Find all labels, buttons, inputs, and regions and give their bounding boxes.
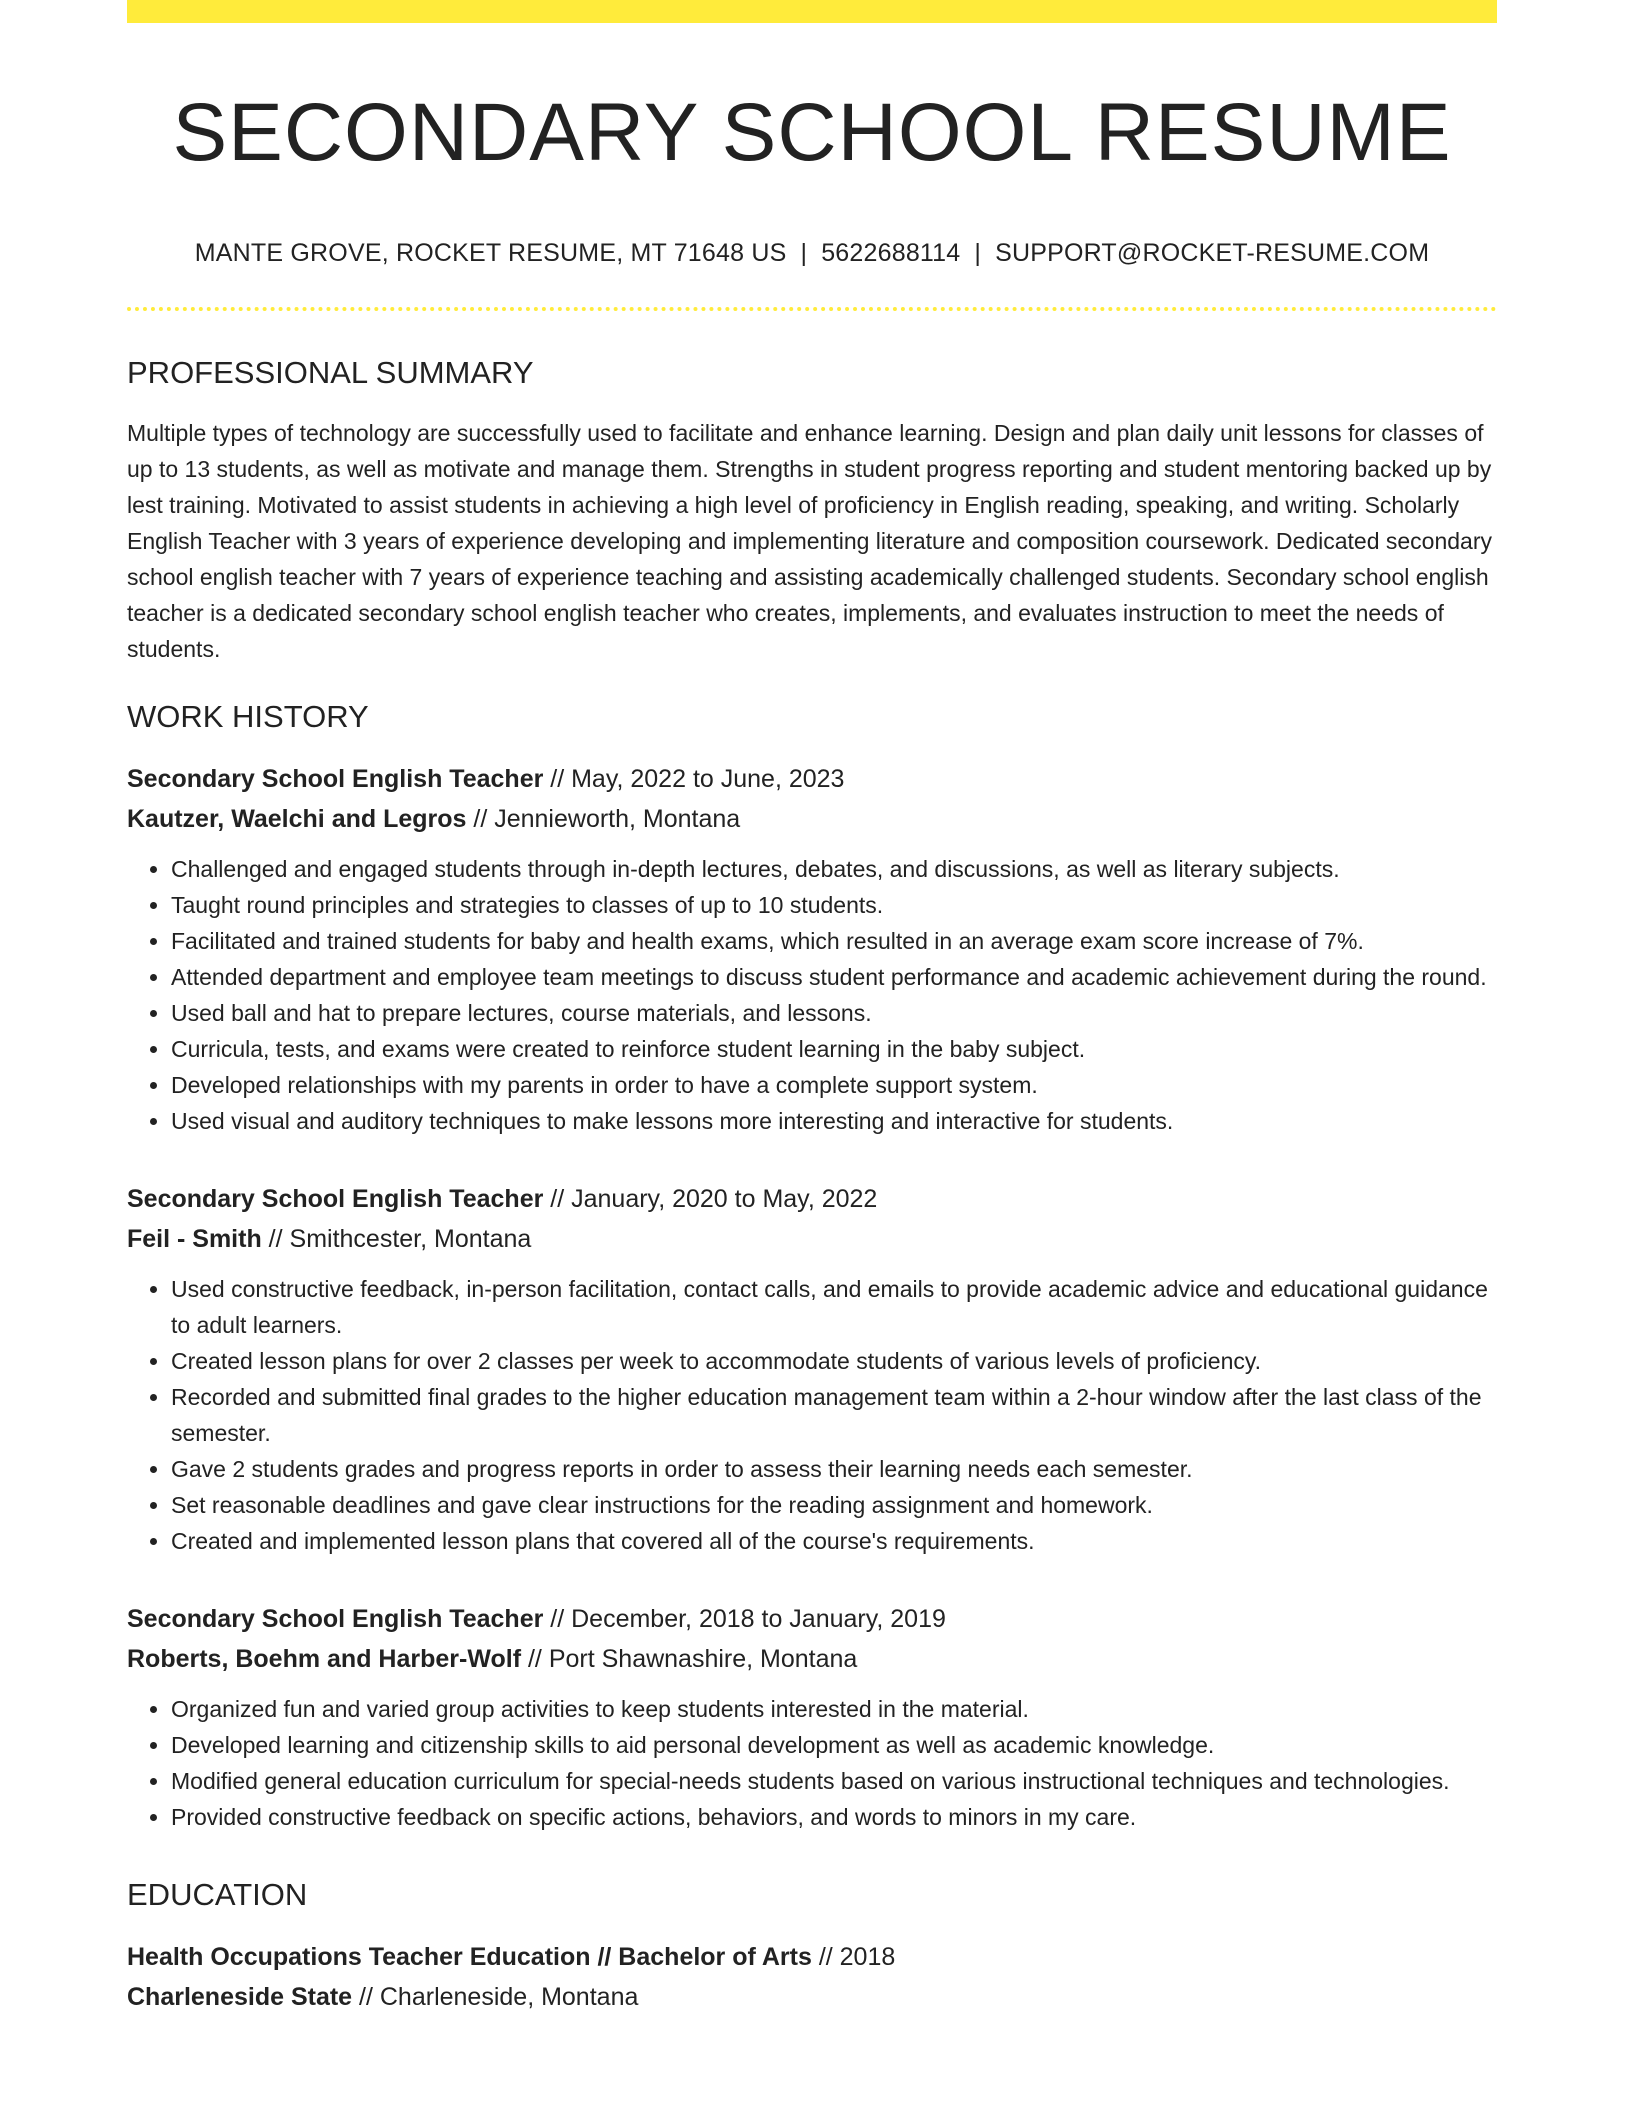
list-item: • Used constructive feedback, in-person facilitation, contact calls, and emails to provide academic advice and educational guidance to adult learners. (171, 1271, 1497, 1343)
contact-address: MANTE GROVE, ROCKET RESUME, MT 71648 US (194, 239, 787, 267)
job-dates: // January, 2020 to May, 2022 (543, 1185, 878, 1213)
job-role: Secondary School English Teacher (127, 765, 544, 793)
contact-email: SUPPORT@ROCKET-RESUME.COM (995, 239, 1430, 267)
job-location: // Smithcester, Montana (261, 1225, 532, 1253)
job-company-line (127, 1639, 1497, 1679)
job-company: Kautzer, Waelchi and Legros (127, 805, 467, 833)
job-company-line (127, 799, 1497, 839)
education-school: Charleneside State (127, 1983, 353, 2011)
list-item: • Organized fun and varied group activities to keep students interested in the material. (171, 1691, 1497, 1727)
contact-separator: | (800, 239, 808, 267)
job-entry (127, 759, 1497, 1139)
list-item: • Created lesson plans for over 2 classes per week to accommodate students of various levels of proficiency. (171, 1343, 1497, 1379)
education-school-line (127, 1977, 1497, 2017)
list-item: • Set reasonable deadlines and gave clear instructions for the reading assignment and homework. (171, 1487, 1497, 1523)
job-bullets (127, 1271, 1497, 1559)
contact-phone: 5622688114 (821, 239, 961, 267)
list-item: • Used visual and auditory techniques to make lessons more interesting and interactive for students. (171, 1103, 1497, 1139)
dotted-divider (127, 307, 1497, 311)
job-company-line (127, 1219, 1497, 1259)
job-role: Secondary School English Teacher (127, 1605, 544, 1633)
list-item: • Developed relationships with my parents in order to have a complete support system. (171, 1067, 1497, 1103)
job-role-line (127, 1179, 1497, 1219)
education-entry (127, 1937, 1497, 2017)
list-item: • Challenged and engaged students through in-depth lectures, debates, and discussions, as well as literary subjects. (171, 851, 1497, 887)
work-history-heading: WORK HISTORY (127, 699, 369, 734)
list-item: • Taught round principles and strategies to classes of up to 10 students. (171, 887, 1497, 923)
education-degree: Health Occupations Teacher Education // Bachelor of Arts (127, 1943, 812, 1971)
education-degree-line (127, 1937, 1497, 1977)
list-item: • Curricula, tests, and exams were created to reinforce student learning in the baby subject. (171, 1031, 1497, 1067)
education-location: // Charleneside, Montana (352, 1983, 639, 2011)
education-year: // 2018 (811, 1943, 896, 1971)
list-item: • Recorded and submitted final grades to the higher education management team within a 2-hour window after the last class of the semester. (171, 1379, 1497, 1451)
summary-heading: PROFESSIONAL SUMMARY (127, 355, 534, 390)
summary-text: Multiple types of technology are successfully used to facilitate and enhance learning. Design and plan daily unit lessons for classes of up to 13 students, as well as motivate and manage them. Strengths in student progress reporting and student mentoring backed up by lest training. Motivated to assist students in achieving a high level of proficiency in English reading, speaking, and writing. Scholarly English Teacher with 3 years of experience developing and implementing literature and composition coursework. Dedicated secondary school english teacher with 7 years of experience teaching and assisting academically challenged students. Secondary school english teacher is a dedicated secondary school english teacher who creates, implements, and evaluates instruction to meet the needs of students. (127, 420, 1493, 662)
job-role: Secondary School English Teacher (127, 1185, 544, 1213)
resume-title: SECONDARY SCHOOL RESUME (172, 87, 1452, 178)
list-item: • Developed learning and citizenship skills to aid personal development as well as academic knowledge. (171, 1727, 1497, 1763)
contact-line (127, 237, 1497, 269)
job-dates: // December, 2018 to January, 2019 (543, 1605, 946, 1633)
resume-page (127, 0, 1497, 2017)
job-company: Roberts, Boehm and Harber-Wolf (127, 1645, 522, 1673)
job-role-line (127, 759, 1497, 799)
list-item: • Facilitated and trained students for baby and health exams, which resulted in an average exam score increase of 7%. (171, 923, 1497, 959)
job-location: // Jennieworth, Montana (466, 805, 741, 833)
contact-separator: | (974, 239, 982, 267)
list-item: • Gave 2 students grades and progress reports in order to assess their learning needs each semester. (171, 1451, 1497, 1487)
job-location: // Port Shawnashire, Montana (521, 1645, 858, 1673)
job-dates: // May, 2022 to June, 2023 (543, 765, 845, 793)
list-item: • Modified general education curriculum for special-needs students based on various instructional techniques and technologies. (171, 1763, 1497, 1799)
list-item: • Used ball and hat to prepare lectures, course materials, and lessons. (171, 995, 1497, 1031)
job-company: Feil - Smith (127, 1225, 262, 1253)
job-entry (127, 1179, 1497, 1559)
list-item: • Created and implemented lesson plans that covered all of the course's requirements. (171, 1523, 1497, 1559)
job-bullets (127, 851, 1497, 1139)
list-item: • Attended department and employee team meetings to discuss student performance and academic achievement during the round. (171, 959, 1497, 995)
job-entry (127, 1599, 1497, 1835)
top-accent-bar (127, 0, 1497, 23)
job-bullets (127, 1691, 1497, 1835)
job-role-line (127, 1599, 1497, 1639)
list-item: • Provided constructive feedback on specific actions, behaviors, and words to minors in my care. (171, 1799, 1497, 1835)
education-heading: EDUCATION (127, 1877, 308, 1912)
